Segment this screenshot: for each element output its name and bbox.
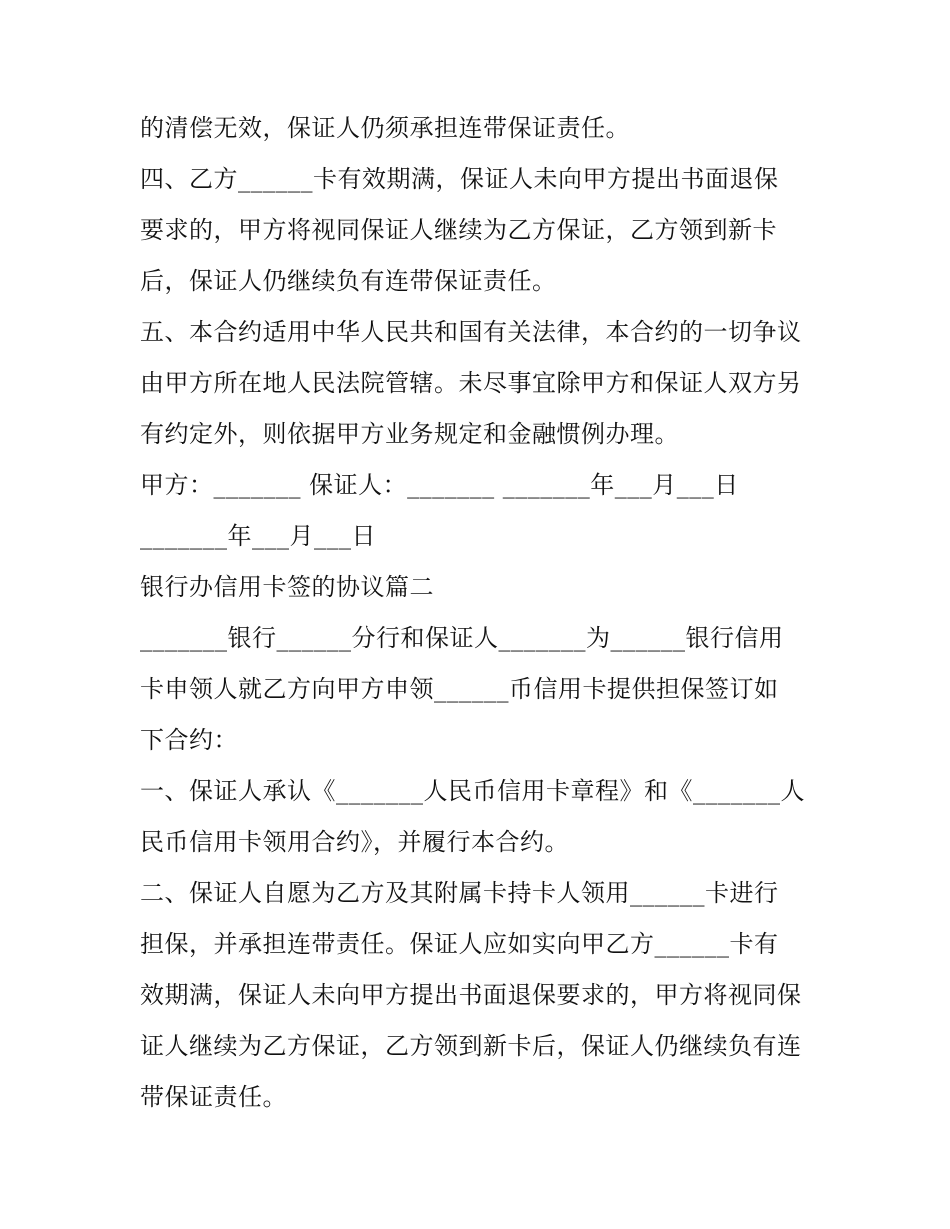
text-line: 下合约： xyxy=(140,726,238,754)
text-line: 二、保证人自愿为乙方及其附属卡持卡人领用______卡进行 xyxy=(140,879,779,907)
text-line: 证人继续为乙方保证，乙方领到新卡后，保证人仍继续负有连 xyxy=(140,1032,802,1060)
section-heading: 银行办信用卡签的协议篇二 xyxy=(140,573,434,601)
text-line: 担保，并承担连带责任。保证人应如实向甲乙方______卡有 xyxy=(140,930,779,958)
text-line: 后，保证人仍继续负有连带保证责任。 xyxy=(140,267,557,295)
text-line: 民币信用卡领用合约》，并履行本合约。 xyxy=(140,828,569,856)
signature-line: 甲方：_______ 保证人：_______ _______年___月___日 xyxy=(140,471,739,499)
text-line: 带保证责任。 xyxy=(140,1083,287,1111)
text-line: 五、本合约适用中华人民共和国有关法律，本合约的一切争议 xyxy=(140,318,802,346)
date-line: _______年___月___日 xyxy=(140,522,376,550)
text-line: 的清偿无效，保证人仍须承担连带保证责任。 xyxy=(140,114,630,142)
text-line: 卡申领人就乙方向甲方申领______币信用卡提供担保签订如 xyxy=(140,675,779,703)
text-line: 要求的，甲方将视同保证人继续为乙方保证，乙方领到新卡 xyxy=(140,216,777,244)
text-line: 一、保证人承认《_______人民币信用卡章程》和《_______人 xyxy=(140,777,805,805)
text-line: _______银行______分行和保证人_______为______银行信用 xyxy=(140,624,784,652)
text-line: 四、乙方______卡有效期满，保证人未向甲方提出书面退保 xyxy=(140,165,779,193)
text-line: 有约定外，则依据甲方业务规定和金融惯例办理。 xyxy=(140,420,679,448)
text-line: 效期满，保证人未向甲方提出书面退保要求的，甲方将视同保 xyxy=(140,981,802,1009)
document-body xyxy=(140,108,820,1128)
text-line: 由甲方所在地人民法院管辖。未尽事宜除甲方和保证人双方另 xyxy=(140,369,802,397)
